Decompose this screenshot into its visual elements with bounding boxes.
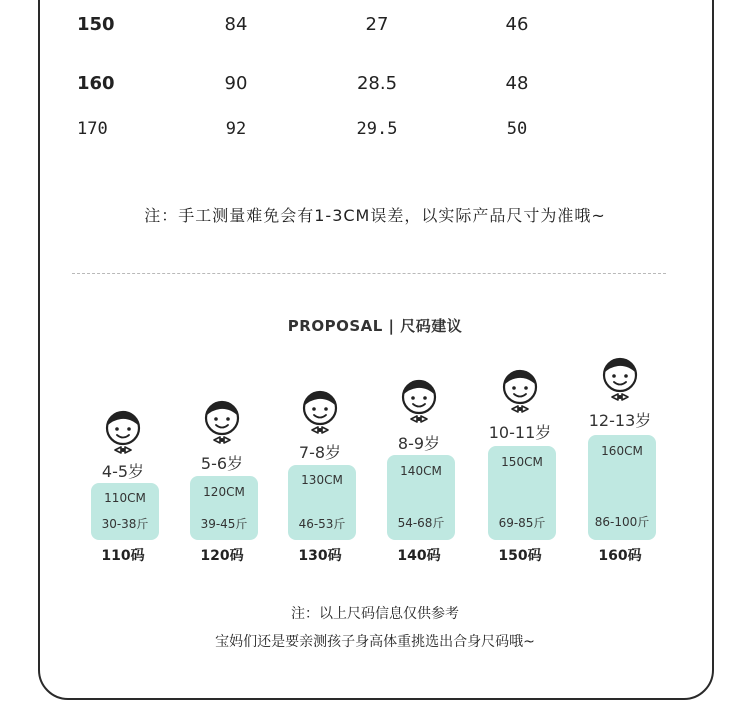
kid-face-icon (298, 388, 342, 436)
size-label: 120码 (200, 548, 244, 564)
size-label: 110码 (101, 548, 145, 564)
table-cell: 48 (505, 73, 529, 94)
size-label: 160码 (598, 548, 642, 564)
table-row (0, 119, 750, 149)
table-cell: 50 (506, 119, 528, 139)
weight-label: 46-53斤 (298, 517, 346, 531)
age-label: 10-11岁 (488, 423, 552, 442)
weight-label: 30-38斤 (101, 517, 149, 531)
kid-face-icon (598, 355, 642, 403)
height-label: 110CM (104, 491, 146, 505)
height-label: 120CM (203, 485, 245, 499)
kid-face-icon (101, 408, 145, 456)
measurement-note: 注：手工测量难免会有1-3CM误差，以实际产品尺寸为准哦~ (144, 206, 606, 225)
dashed-divider (72, 273, 666, 274)
weight-label: 39-45斤 (200, 517, 248, 531)
size-info-box (190, 476, 258, 540)
weight-label: 69-85斤 (498, 516, 546, 530)
age-label: 12-13岁 (588, 411, 652, 430)
size-label: 150码 (498, 548, 542, 564)
size-info-box (288, 465, 356, 540)
age-label: 8-9岁 (397, 434, 441, 453)
size-label: 130码 (298, 548, 342, 564)
weight-label: 54-68斤 (397, 516, 445, 530)
size-info-box (488, 446, 556, 540)
age-label: 5-6岁 (200, 454, 244, 473)
section-heading: PROPOSAL | 尺码建议 (287, 317, 463, 335)
table-cell: 90 (224, 73, 248, 94)
table-cell: 29.5 (356, 119, 398, 139)
table-cell-height: 160 (77, 73, 115, 94)
table-cell-height: 170 (77, 119, 108, 139)
table-cell: 84 (224, 14, 248, 35)
size-info-box (588, 435, 656, 540)
size-label: 140码 (397, 548, 441, 564)
table-cell: 92 (225, 119, 247, 139)
height-label: 140CM (400, 464, 442, 478)
reference-note: 注：以上尺码信息仅供参考 (291, 606, 459, 622)
age-label: 4-5岁 (101, 462, 145, 481)
fit-advice-note: 宝妈们还是要亲测孩子身高体重挑选出合身尺码哦~ (215, 634, 535, 650)
table-cell: 46 (505, 14, 529, 35)
age-label: 7-8岁 (298, 443, 342, 462)
size-info-box (387, 455, 455, 540)
height-label: 160CM (601, 444, 643, 458)
kid-face-icon (498, 367, 542, 415)
table-row (0, 73, 750, 103)
table-cell: 28.5 (356, 73, 398, 94)
table-cell-height: 150 (77, 14, 115, 35)
kid-face-icon (200, 398, 244, 446)
table-row (0, 14, 750, 44)
size-info-box (91, 483, 159, 540)
height-label: 130CM (301, 473, 343, 487)
kid-face-icon (397, 377, 441, 425)
page-frame (38, 0, 714, 700)
table-cell: 27 (365, 14, 389, 35)
weight-label: 86-100斤 (594, 515, 650, 529)
height-label: 150CM (501, 455, 543, 469)
